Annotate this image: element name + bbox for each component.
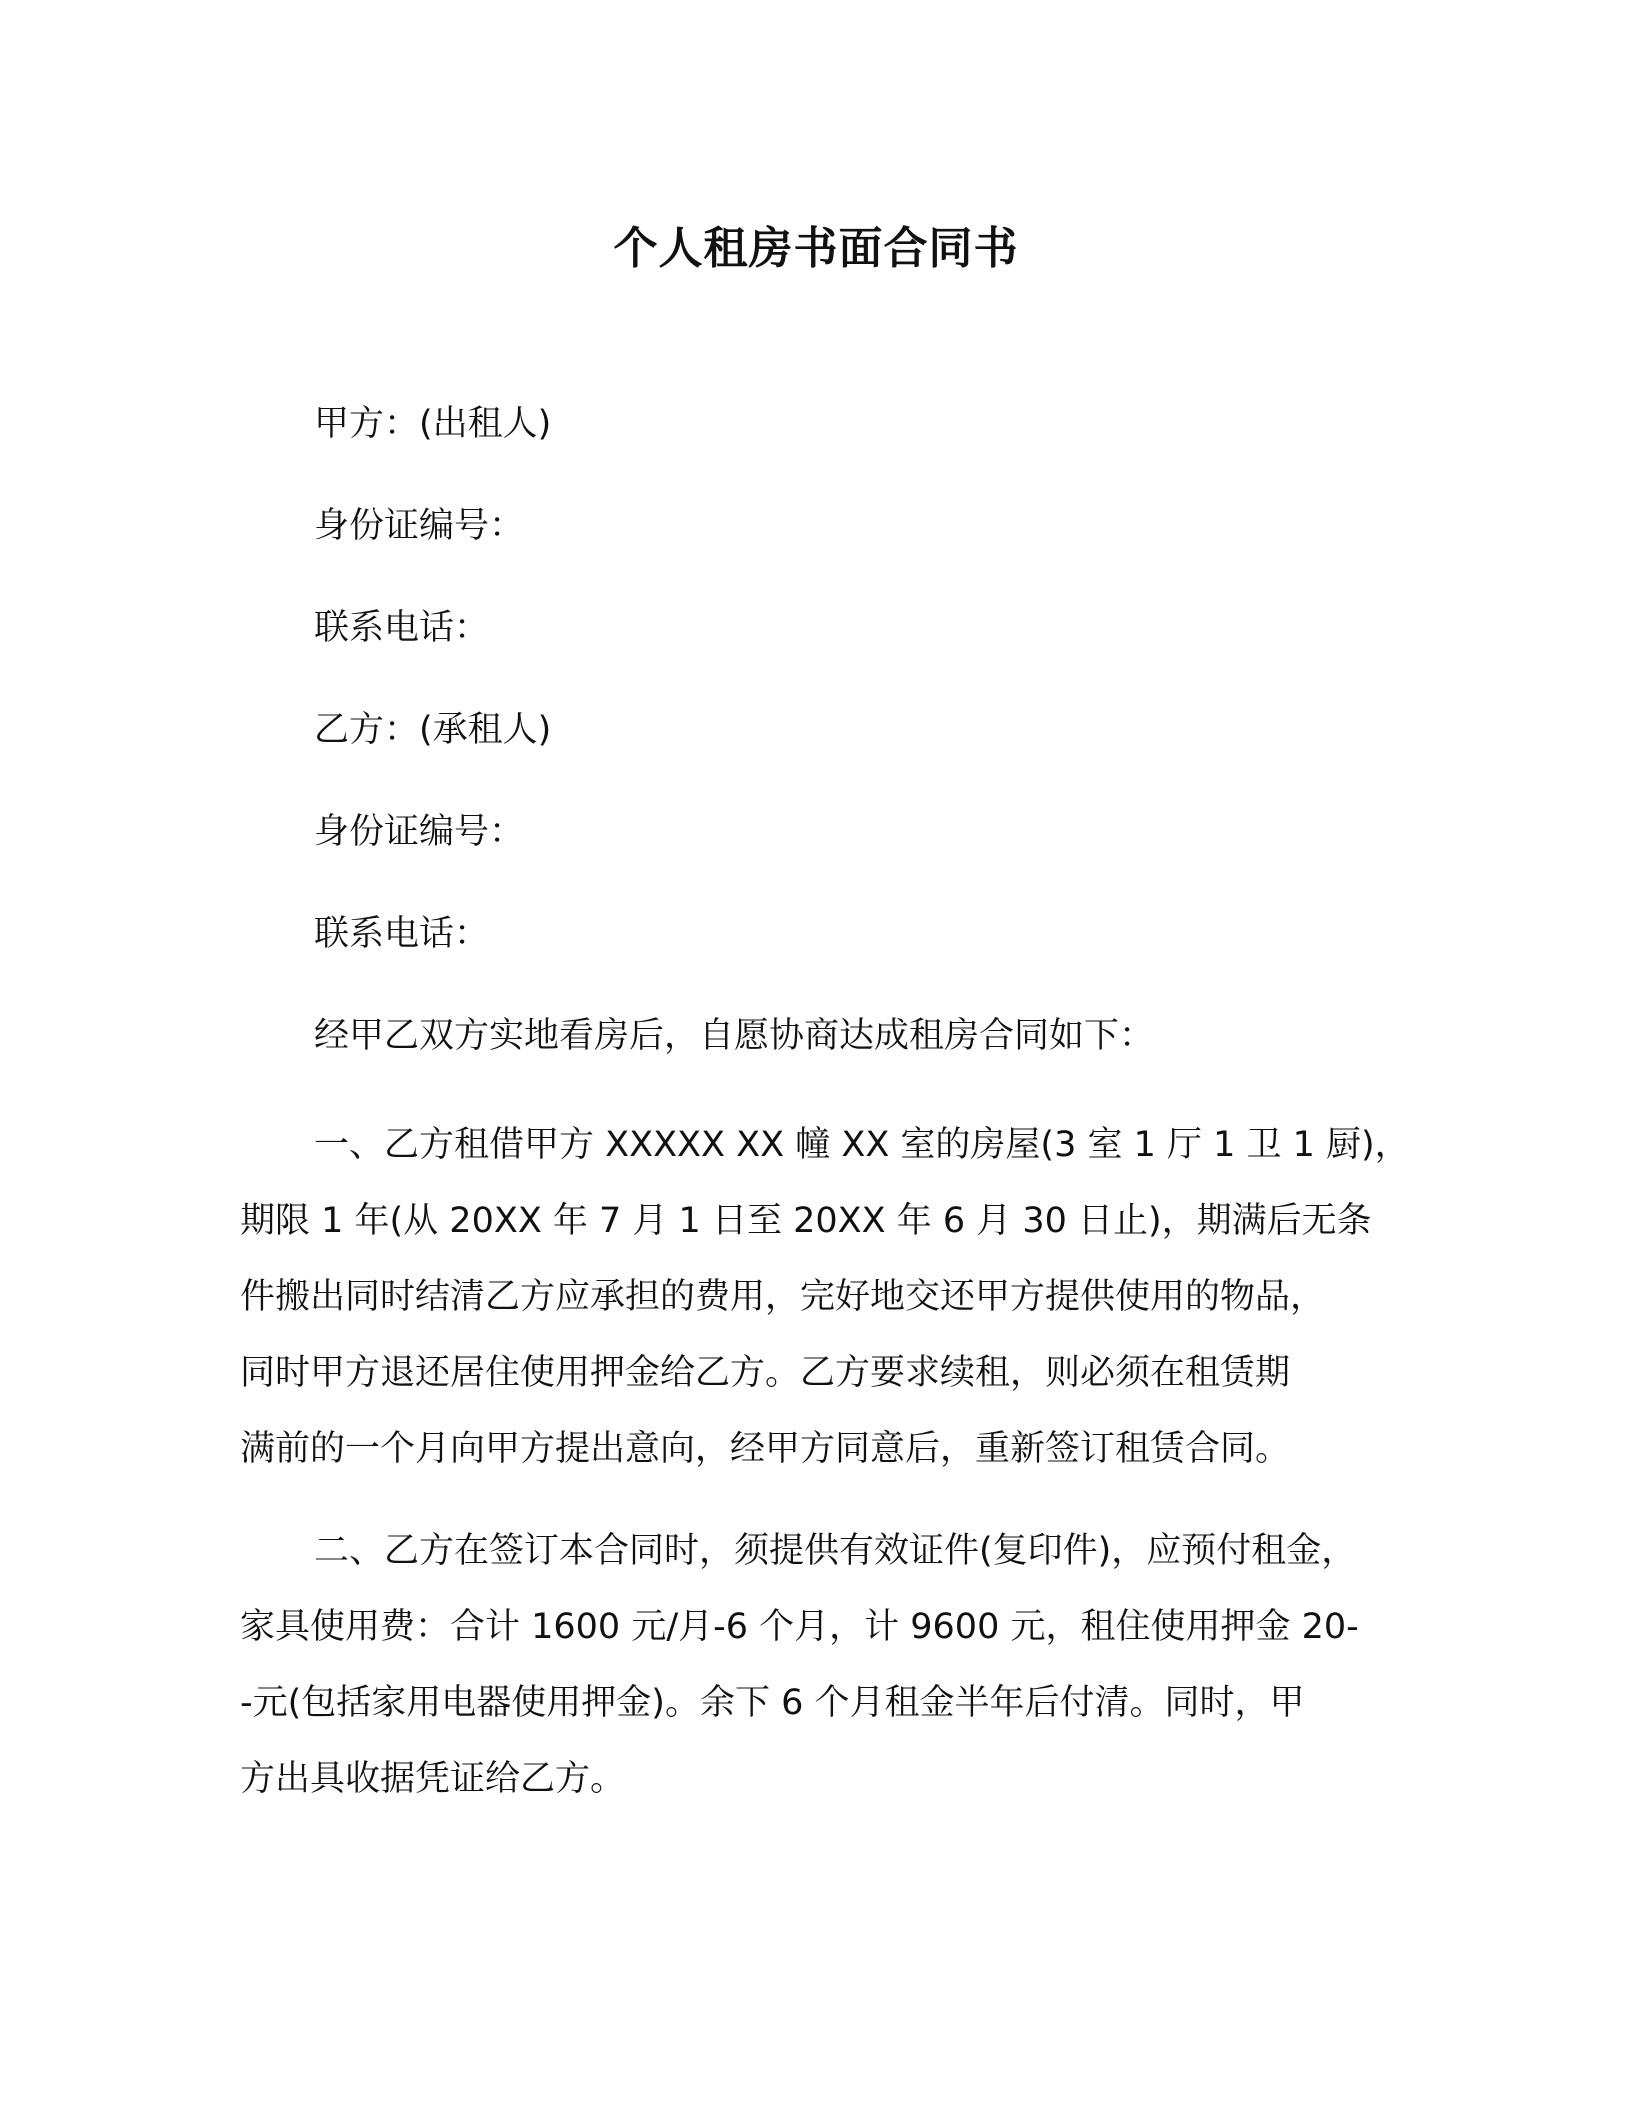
clause-1-line: 同时甲方退还居住使用押金给乙方。乙方要求续租，则必须在租赁期 [240, 1353, 1291, 1393]
party-a-phone-label: 联系电话： [314, 608, 490, 648]
party-b-phone-label: 联系电话： [314, 914, 490, 954]
intro-paragraph: 经甲乙双方实地看房后，自愿协商达成租房合同如下： [314, 1016, 1155, 1056]
clause-2-line: 家具使用费：合计 1600 元/月-6 个月，计 9600 元，租住使用押金 20- [240, 1607, 1359, 1647]
clause-2-line: 方出具收据凭证给乙方。 [240, 1759, 626, 1799]
clause-1-line: 期限 1 年(从 20XX 年 7 月 1 日至 20XX 年 6 月 30 日止)，期满后无条 [240, 1201, 1372, 1241]
party-a-id-label: 身份证编号： [314, 506, 525, 546]
clause-2-line: 二、乙方在签订本合同时，须提供有效证件(复印件)，应预付租金， [314, 1531, 1357, 1571]
clause-1-line: 满前的一个月向甲方提出意向，经甲方同意后，重新签订租赁合同。 [240, 1429, 1291, 1469]
party-b-id-label: 身份证编号： [314, 812, 525, 852]
document-title: 个人租房书面合同书 [613, 223, 1019, 274]
party-a-label: 甲方：(出租人) [314, 404, 552, 444]
clause-1-line: 件搬出同时结清乙方应承担的费用，完好地交还甲方提供使用的物品， [240, 1277, 1326, 1317]
clause-1-line: 一、乙方租借甲方 XXXXX XX 幢 XX 室的房屋(3 室 1 厅 1 卫 1 厨)， [314, 1125, 1410, 1165]
party-b-label: 乙方：(承租人) [314, 710, 552, 750]
clause-2-line: -元(包括家用电器使用押金)。余下 6 个月租金半年后付清。同时，甲 [240, 1683, 1305, 1723]
